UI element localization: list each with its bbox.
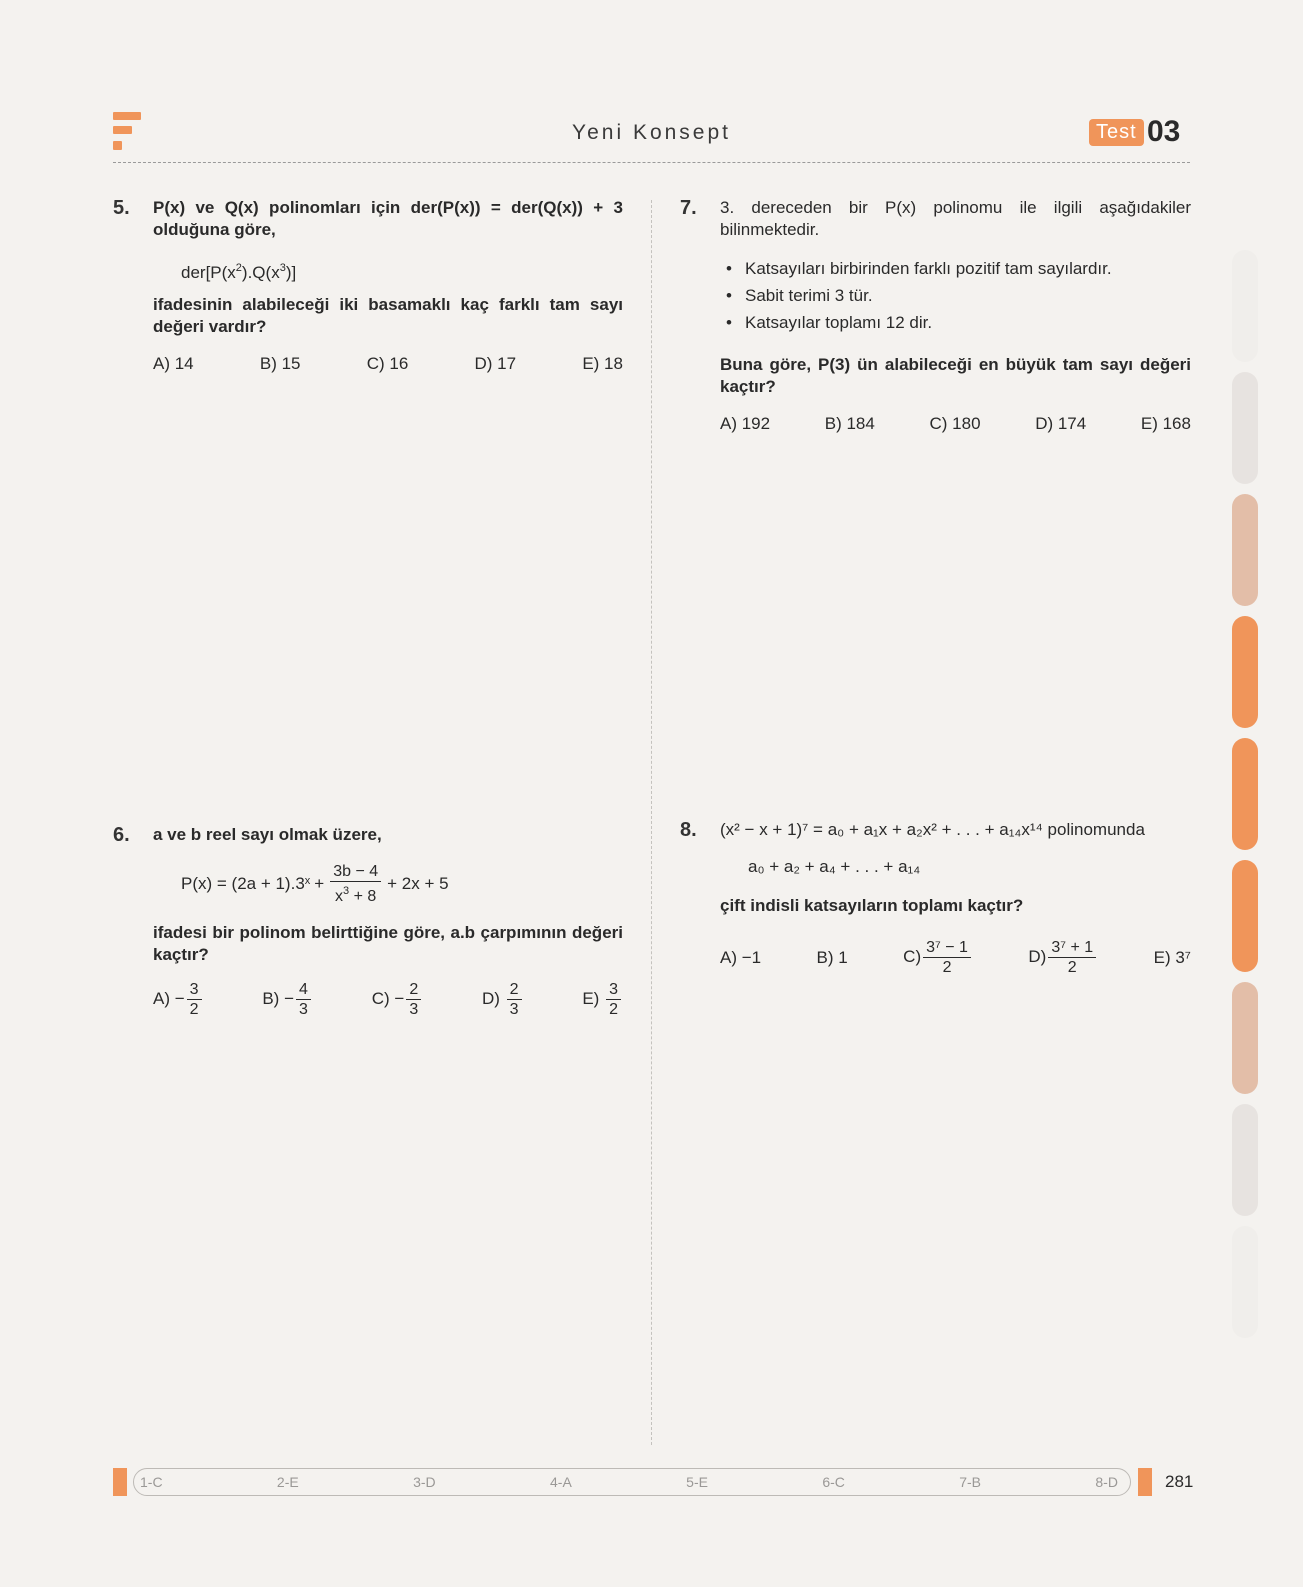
q5-question: ifadesinin alabileceği iki basamaklı kaç farklı tam sayı değeri vardır? [153,295,623,336]
answer-key-item: 2-E [276,1474,299,1490]
q8-question: çift indisli katsayıların toplamı kaçtır? [720,896,1024,915]
q7-bullet-item: • Katsayıları birbirinden farklı pozitif tam sayılardır. [720,255,1112,282]
answer-key-marker-left [113,1468,127,1496]
q7-bullet-item: • Katsayılar toplamı 12 dir. [720,309,1112,336]
q5-option-a[interactable]: A) 14 [153,354,194,373]
chapter-tab[interactable] [1232,738,1258,850]
q6-option-d[interactable]: D) $\frac{2}{3}$ [482,980,524,1019]
question-number-7: 7. [680,197,697,219]
q6-option-e[interactable]: E) $\frac{3}{2}$ [582,980,623,1019]
q7-question: Buna göre, P(3) ün alabileceği en büyük tam sayı değeri kaçtır? [720,355,1191,396]
q7-option-c[interactable]: C) 180 [929,414,981,433]
q8-option-a[interactable]: A) −1 [720,947,762,967]
answer-key-item: 3-D [413,1474,436,1490]
answer-key-item: 5-E [686,1474,708,1490]
q6-fraction: $\frac{3b - 4}{x^3 + 8}$ [330,862,381,906]
chapter-tab[interactable] [1232,616,1258,728]
q6-option-a[interactable]: A) − $\frac{3}{2}$ [153,980,204,1019]
page-number: 281 [1165,1472,1194,1491]
chapter-tab[interactable] [1232,372,1258,484]
q6-question: ifadesi bir polinom belirttiğine göre, a.b çarpımının değeri kaçtır? [153,923,623,964]
q5-option-c[interactable]: C) 16 [366,354,409,373]
q8-options [720,938,1191,977]
q6-stem: a ve b reel sayı olmak üzere, [153,825,382,844]
q6-option-b[interactable]: B) − $\frac{4}{3}$ [262,980,313,1019]
q7-option-e[interactable]: E) 168 [1140,414,1191,433]
q5-option-d[interactable]: D) 17 [474,354,517,373]
q5-option-b[interactable]: B) 15 [259,354,301,373]
q6-option-c[interactable]: C) − $\frac{2}{3}$ [372,980,424,1019]
q8-option-c[interactable]: C) $\frac{\text{3⁷ − 1}}{2}$ [903,938,973,977]
answer-key-marker-right [1138,1468,1152,1496]
chapter-tab[interactable] [1232,860,1258,972]
q8-equation: (x² − x + 1)⁷ = a₀ + a₁x + a₂x² + . . . + a₁₄x¹⁴ polinomunda [720,820,1145,839]
q6-options [153,980,623,1019]
chapter-tab[interactable] [1232,250,1258,362]
chapter-tab[interactable] [1232,982,1258,1094]
test-badge: Test [1089,119,1144,146]
column-divider [651,200,652,1445]
answer-key-item: 1-C [140,1474,163,1490]
q7-option-d[interactable]: D) 174 [1035,414,1087,433]
answer-key-item: 4-A [550,1474,572,1490]
q7-options [720,414,1191,434]
q7-bullet-item: • Sabit terimi 3 tür. [720,282,1112,309]
q5-stem: P(x) ve Q(x) polinomları için der(P(x)) = der(Q(x)) + 3 olduğuna göre, [153,198,623,239]
question-number-5: 5. [113,197,130,219]
q6-expression: P(x) = (2a + 1).3 x + $\frac{3b - 4}{x^3 + 8}$ + 2x + 5 [181,863,449,905]
answer-key-item: 8-D [1095,1474,1118,1490]
question-number-8: 8. [680,819,697,841]
page-title: Yeni Konsept [572,121,731,144]
answer-key-item: 6-C [822,1474,845,1490]
header-divider [113,162,1190,163]
chapter-tab[interactable] [1232,494,1258,606]
q5-option-e[interactable]: E) 18 [582,354,623,373]
q7-option-b[interactable]: B) 184 [824,414,875,433]
q8-option-d[interactable]: D) $\frac{\text{3⁷ + 1}}{2}$ [1028,938,1098,977]
answer-key-item: 7-B [959,1474,982,1490]
chapter-tab[interactable] [1232,1104,1258,1216]
q5-options [153,354,623,374]
q7-bullet-list [720,255,1112,336]
question-number-6: 6. [113,824,130,846]
q7-stem: 3. dereceden bir P(x) polinomu ile ilgili aşağıdakiler bilinmektedir. [720,198,1191,239]
q5-expression: $der[P(x^2).Q(x^3)]$ [181,262,297,282]
answer-key-bar [133,1468,1131,1496]
q8-sum-expression: a₀ + a₂ + a₄ + . . . + a₁₄ [748,857,921,876]
q7-option-a[interactable]: A) 192 [720,414,771,433]
chapter-tab[interactable] [1232,1226,1258,1338]
q8-option-e[interactable]: E) 3⁷ [1153,947,1191,967]
test-number: 03 [1147,115,1181,148]
q8-option-b[interactable]: B) 1 [816,947,848,967]
